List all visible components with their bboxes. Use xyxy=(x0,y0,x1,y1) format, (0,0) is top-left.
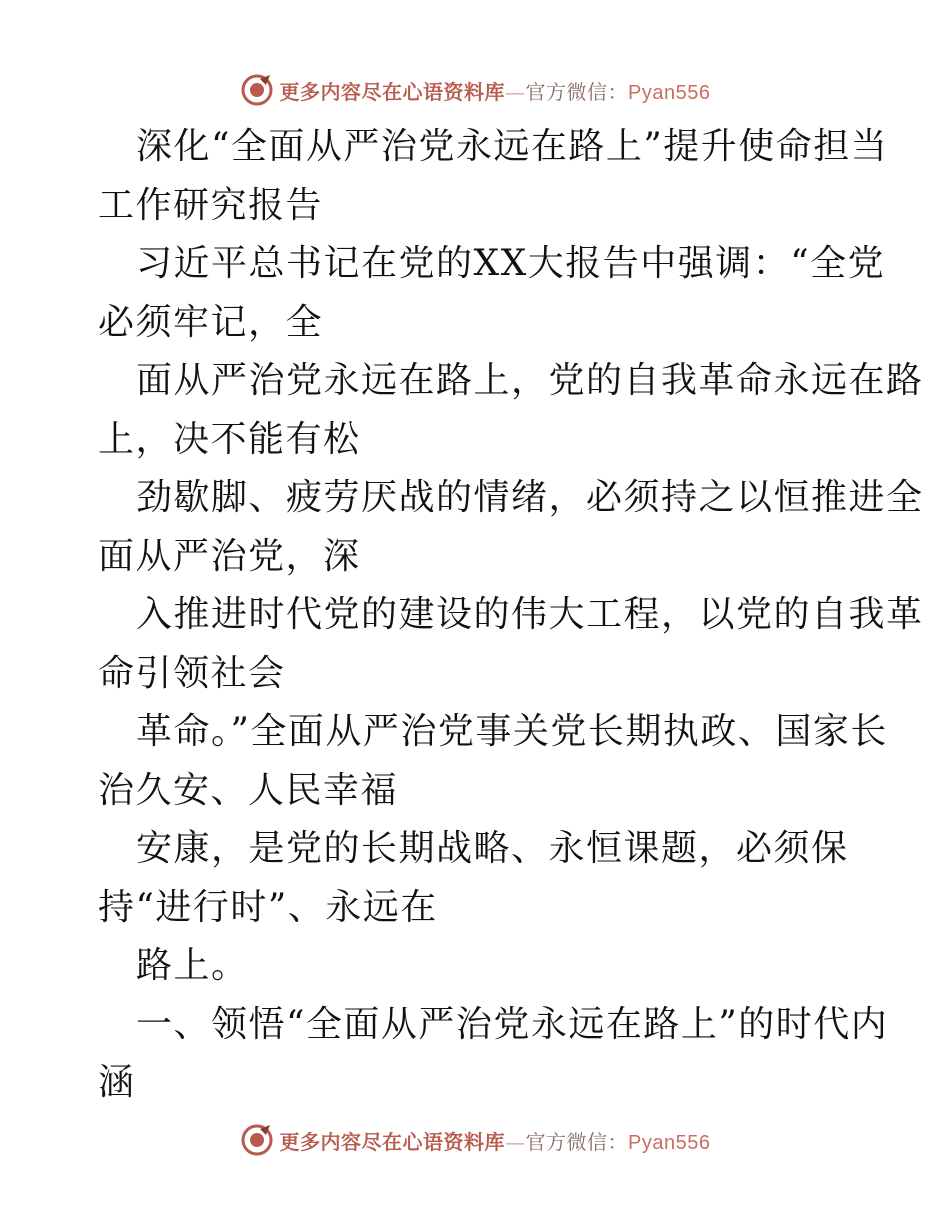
document-body xyxy=(98,118,924,1113)
paragraph-line: 面从严治党，深 xyxy=(98,535,361,577)
paragraph-line: 入推进时代党的建设的伟大工程，以党的自我革 xyxy=(136,594,924,635)
banner-dash: — xyxy=(505,1129,526,1154)
paragraph-line: 必须牢记，全 xyxy=(98,301,324,343)
banner-wechat-label: 官方微信： xyxy=(525,1129,629,1154)
brand-logo-icon xyxy=(240,73,274,107)
paragraph-line: 劲歇脚、疲劳厌战的情绪，必须持之以恒推进全 xyxy=(136,477,924,518)
paragraph-line: 上，决不能有松 xyxy=(98,418,361,460)
footer-banner xyxy=(0,1120,950,1160)
banner-brand: 更多内容尽在心语资料库 xyxy=(279,1129,506,1154)
doc-title-line-1: 深化“全面从严治党永远在路上”提升使命担当 xyxy=(136,126,889,167)
paragraph-line: 革命。”全面从严治党事关党长期执政、国家长 xyxy=(136,711,888,752)
paragraph-line: 治久安、人民幸福 xyxy=(98,769,399,811)
paragraph-line: 安康，是党的长期战略、永恒课题，必须保 xyxy=(136,828,849,869)
paragraph-line: 路上。 xyxy=(136,945,249,986)
banner-dash: — xyxy=(505,79,526,104)
section-heading-line-1: 一、领悟“全面从严治党永远在路上”的时代内 xyxy=(136,1003,889,1045)
section-heading-line-2: 涵 xyxy=(98,1062,136,1103)
banner-wechat-id: Pyan556 xyxy=(628,1131,711,1154)
banner-wechat-label: 官方微信： xyxy=(525,79,629,104)
paragraph-line: 习近平总书记在党的XX大报告中强调：“全党 xyxy=(136,243,886,284)
paragraph-line: 面从严治党永远在路上，党的自我革命永远在路 xyxy=(136,360,924,401)
paragraph-line: 命引领社会 xyxy=(98,652,286,694)
header-banner xyxy=(0,70,950,110)
paragraph-line: 持“进行时”、永远在 xyxy=(98,886,438,928)
banner-brand: 更多内容尽在心语资料库 xyxy=(279,79,506,104)
banner-wechat-id: Pyan556 xyxy=(628,81,711,104)
doc-title-line-2: 工作研究报告 xyxy=(98,184,324,226)
brand-logo-icon xyxy=(240,1123,274,1157)
